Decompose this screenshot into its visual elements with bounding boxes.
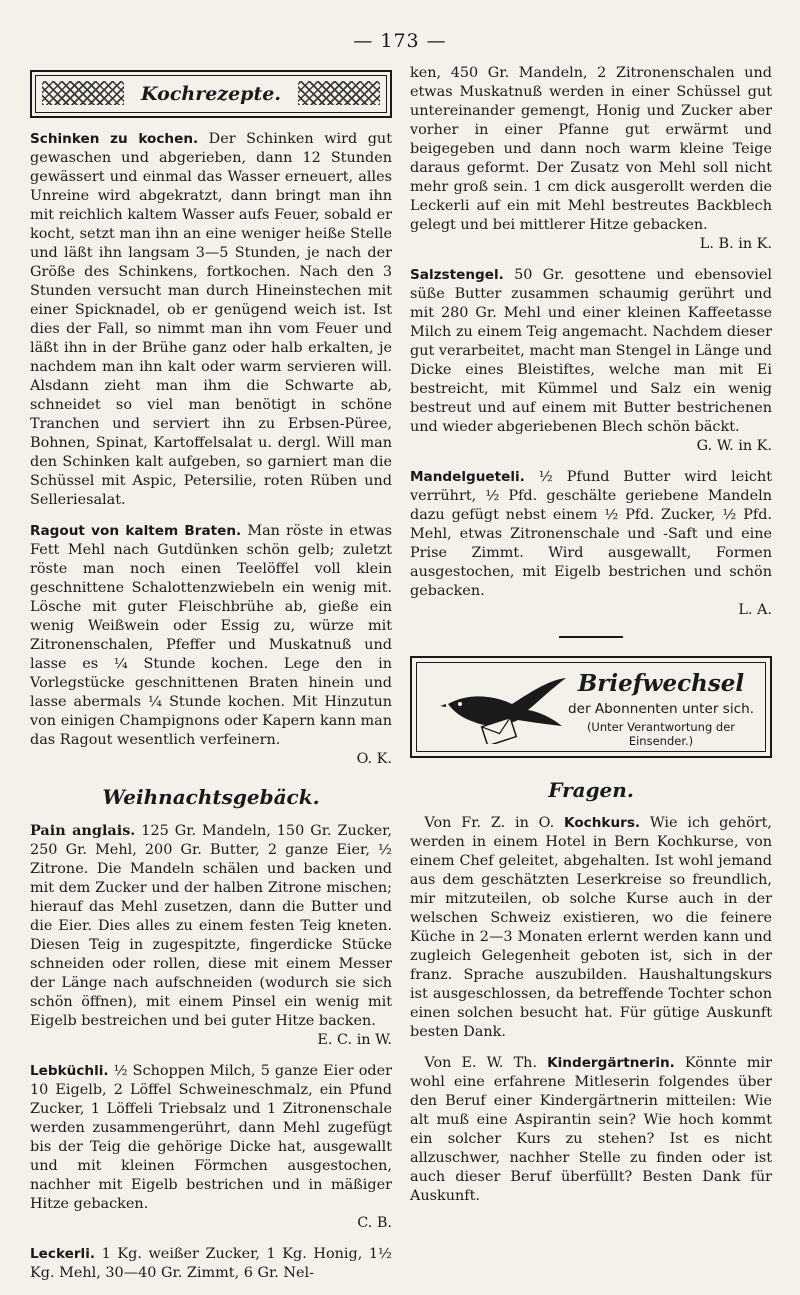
recipe-ragout [30, 522, 392, 769]
briefwechsel-box [410, 656, 772, 758]
bird-with-letter-icon [440, 674, 570, 744]
question-kindergaertnerin [410, 1054, 772, 1206]
kochrezepte-banner [30, 70, 392, 118]
question-title: Kochkurs. [564, 815, 641, 831]
ornament-right-icon [298, 81, 380, 105]
banner-title: Kochrezepte. [133, 83, 289, 105]
recipe-lebkuechli [30, 1062, 392, 1233]
recipe-pain-anglais [30, 821, 392, 1050]
left-column [30, 64, 392, 1295]
question-sender: Von Fr. Z. in O. [424, 815, 565, 831]
recipe-text: ken, 450 Gr. Mandeln, 2 Zitronenschalen und etwas Muskatnuß werden in einer Schüssel gut untereinander gemengt, Honig und Zucker aber vorher in einer Pfanne gut erwärmt und beigegeben und dann noch warm kleine Teige daraus geformt. Der Zusatz von Mehl soll nicht mehr groß sein. 1 cm dick ausgerollt werden die Leckerli auf ein mit Mehl bestreutes Backblech gelegt und bei mittlerer Hitze gebacken. [410, 65, 772, 233]
recipe-leckerli-continued [410, 64, 772, 254]
recipe-signature: C. B. [357, 1215, 392, 1231]
recipe-title: Schinken zu kochen. [30, 131, 199, 147]
recipe-title: Ragout von kaltem Braten. [30, 523, 242, 539]
briefwechsel-title: Briefwechsel [577, 670, 745, 697]
question-title: Kindergärtnerin. [547, 1055, 675, 1071]
recipe-title: Salzstengel. [410, 267, 504, 283]
question-kochkurs [410, 814, 772, 1042]
recipe-signature: L. B. in K. [699, 236, 772, 252]
section-heading: Fragen. [548, 778, 634, 802]
recipe-mandelgueteli [410, 468, 772, 620]
recipe-text: ½ Pfund Butter wird leicht verrührt, ½ Pfd. geschälte geriebene Mandeln dazu gefügt nebst einem ½ Pfd. Zucker, ½ Pfd. Mehl, etwas Zitronenschale und -Saft und eine Prise Zimmt. Wird ausgewallt, Formen ausgestochen, mit Eigelb bestrichen und schön gebacken. [410, 469, 772, 599]
recipe-signature: E. C. in W. [317, 1032, 392, 1048]
section-divider [559, 636, 623, 638]
recipe-text: ½ Schoppen Milch, 5 ganze Eier oder 10 Eigelb, 2 Löffel Schweineschmalz, ein Pfund Zucker, 1 Löffeli Triebsalz und 1 Zitronenschale werden zusammengerührt, dann Mehl zugefügt bis der Teig die gehörige Dicke hat, ausgewallt und mit kleinen Förmchen ausgestochen, nachher mit Eigelb bestrichen und in mäßiger Hitze gebacken. [30, 1063, 392, 1212]
recipe-text: 50 Gr. gesottene und ebensoviel süße Butter zusammen schaumig gerührt und mit 280 Gr. Mehl und einer kleinen Kaffeetasse Milch zu einem Teig angemacht. Nachdem dieser gut verarbeitet, macht man Stengel in Länge und Dicke eines Bleistiftes, welche man mit Ei bestreicht, mit Kümmel und Salz ein wenig bestreut und auf einem mit Butter bestrichenen und wieder abgeriebenen Blech schön bäckt. [410, 267, 772, 435]
recipe-signature: O. K. [356, 751, 392, 767]
recipe-text: 125 Gr. Mandeln, 150 Gr. Zucker, 250 Gr. Mehl, 200 Gr. Butter, 2 ganze Eier, ½ Zitrone. Die Mandeln schälen und backen und mit dem Zucker und der halben Zitrone mischen; hierauf das Mehl zusetzen, dann die Butter und die Eier. Dies alles zu einem festen Teig kneten. Diesen Teig in zugespitzte, fingerdicke Stücke schneiden oder rollen, diese mit einem Messer der Länge nach aufschneiden (wodurch sie sich schön öffnen), mit einem Pinsel ein wenig mit Eigelb bestreichen und bei guter Hitze backen. [30, 823, 392, 1029]
ornament-left-icon [42, 81, 124, 105]
briefwechsel-heading [562, 670, 760, 748]
question-text: Wie ich gehört, werden in einem Hotel in Bern Kochkurse, von einem Chef geleitet, abgehalten. Ist wohl jemand aus dem geschätzten Leserkreise so freundlich, mir mitzuteilen, ob solche Kurse auch in der welschen Schweiz existieren, wo die feinere Küche in 2—3 Monaten erlernt werden kann und zugleich Gelegenheit geboten ist, sich in der franz. Sprache auszubilden. Haushaltungskurs ist ausgeschlossen, da betreffende Tochter schon einen solchen besucht hat. Für gütige Auskunft besten Dank. [410, 815, 772, 1040]
recipe-title: Mandelgueteli. [410, 469, 525, 485]
briefwechsel-note: (Unter Verantwortung der Einsender.) [586, 720, 736, 748]
recipe-title: Lebküchli. [30, 1063, 109, 1079]
briefwechsel-subtitle: der Abonnenten unter sich. [567, 701, 755, 717]
question-sender: Von E. W. Th. [424, 1055, 548, 1071]
question-text: Könnte mir wohl eine erfahrene Mitleserin folgendes über den Beruf einer Kindergärtnerin mitteilen: Wie alt muß eine Aspirantin sein? Wie hoch kommt ein solcher Kurs zu stehen? Ist es nicht allzuschwer, nachher Stelle zu finden oder ist auch dieser Beruf überfüllt? Besten Dank für Auskunft. [410, 1055, 773, 1204]
recipe-text: Der Schinken wird gut gewaschen und abgerieben, dann 12 Stunden gewässert und einmal das Wasser erneuert, alles Unreine wird abgekratzt, dann bringt man ihn mit reichlich kaltem Wasser aufs Feuer, sobald er kocht, setzt man ihn an eine weniger heiße Stelle und läßt ihn langsam 3—5 Stunden, je nach der Größe des Schinkens, fortkochen. Nach den 3 Stunden versucht man durch Hineinstechen mit einer Spicknadel, ob er genügend weich ist. Ist dies der Fall, so nimmt man ihn vom Feuer und läßt ihn in der Brühe ganz oder halb erkalten, je nachdem man ihn kalt oder warm servieren will. Alsdann zieht man ihm die Schwarte ab, schneidet so viel man benötigt in schöne Tranchen und serviert ihn zu Erbsen-Püree, Bohnen, Spinat, Kartoffelsalat u. dergl. Will man den Schinken kalt aufgeben, so garniert man die Schüssel mit Aspic, Petersilie, roten Rüben und Selleriesalat. [30, 131, 392, 508]
recipe-signature: L. A. [738, 602, 772, 618]
recipe-salzstengel [410, 266, 772, 456]
page-number: — 173 — [353, 30, 447, 52]
recipe-text: 1 Kg. weißer Zucker, 1 Kg. Honig, 1½ Kg. Mehl, 30—40 Gr. Zimmt, 6 Gr. Nel- [30, 1246, 392, 1281]
recipe-text: Man röste in etwas Fett Mehl nach Gutdünken schön gelb; zuletzt röste man noch einen Teelöffel voll klein geschnittene Schalottenzwiebeln ein wenig mit. Lösche mit guter Fleischbrühe ab, gieße ein wenig Weißwein oder Essig zu, würze mit Zitronenschalen, Pfeffer und Muskatnuß und lasse es ¼ Stunde kochen. Lege den in Vorlegstücke geschnittenen Braten hinein und lasse abermals ¼ Stunde kochen. Mit Hinzutun von einigen Champignons oder Kapern kann man das Ragout wesentlich verfeinern. [30, 523, 393, 748]
recipe-title: Leckerli. [30, 1246, 96, 1262]
recipe-schinken [30, 130, 392, 510]
recipe-leckerli [30, 1245, 392, 1283]
section-heading: Weihnachtsgebäck. [102, 785, 320, 809]
recipe-title: Pain anglais. [30, 822, 136, 839]
recipe-signature: G. W. in K. [696, 438, 772, 454]
right-column [410, 64, 772, 1218]
